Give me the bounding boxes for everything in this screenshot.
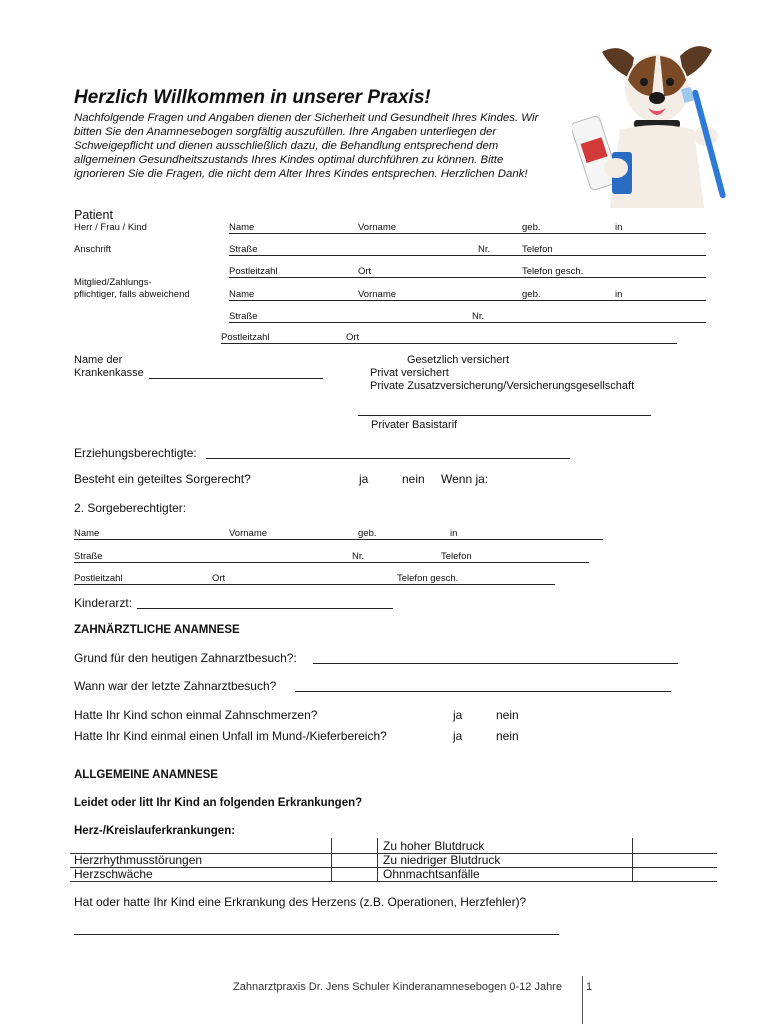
sorge-plz-field[interactable] — [74, 584, 555, 585]
kinderarzt-field[interactable] — [137, 608, 393, 609]
patient-strasse-label: Straße — [229, 244, 258, 255]
privat-option[interactable]: Privat versichert — [370, 367, 449, 379]
intro-text: Nachfolgende Fragen und Angaben dienen der Sicherheit und Gesundheit Ihres Kindes. Wir bitten Sie den Anamnesebogen sorgfältig auszufüllen. Ihre Angaben unterliegen der Schweigepflicht und dienen ausschließlich dazu, die Behandlung entsprechend dem allgemeinen Gesundheitszustands Ihres Kindes optimal durchführen zu können. Bitte ignorieren Sie die Fragen, die nicht dem Alter Ihres Kindes entsprechen. Herzlichen Dank! — [74, 112, 539, 180]
table-divider-1 — [331, 838, 332, 882]
sorge-nr-label: Nr. — [352, 551, 365, 562]
mitglied-nr-label: Nr. — [472, 311, 485, 322]
sorge-strasse-label: Straße — [74, 551, 103, 562]
page-number: 1 — [586, 981, 593, 993]
herz-erkrankung-question: Hat oder hatte Ihr Kind eine Erkrankung des Herzens (z.B. Operationen, Herzfehler)? — [74, 895, 527, 909]
erkrankungen-question: Leidet oder litt Ihr Kind an folgenden Erkrankungen? — [74, 797, 363, 809]
grund-field[interactable] — [313, 663, 678, 664]
patient-heading: Patient — [74, 208, 113, 222]
sorge-vorname-label: Vorname — [229, 528, 268, 539]
zusatz-option[interactable]: Private Zusatzversicherung/Versicherungsgesellschaft — [370, 380, 635, 392]
blutdruck-niedrig-item[interactable]: Zu niedriger Blutdruck — [383, 853, 501, 867]
letzter-besuch-question: Wann war der letzte Zahnarztbesuch? — [74, 679, 277, 693]
dog-toothbrush-illustration — [572, 40, 742, 210]
unfall-ja[interactable]: ja — [453, 729, 463, 743]
zahnschmerzen-question: Hatte Ihr Kind schon einmal Zahnschmerzen? — [74, 708, 318, 722]
patient-strasse-field[interactable] — [229, 255, 706, 256]
kasse-name-field[interactable] — [149, 378, 323, 379]
letzter-besuch-field[interactable] — [295, 691, 671, 692]
herzrhythmus-item[interactable]: Herzrhythmusstörungen — [74, 853, 203, 867]
mitglied-vorname-label: Vorname — [358, 289, 397, 300]
patient-plz-field[interactable] — [229, 277, 706, 278]
sorge-in-label: in — [450, 528, 458, 539]
wenn-ja-label: Wenn ja: — [441, 472, 489, 486]
sorge-telefon-label: Telefon — [441, 551, 472, 562]
mitglied-label-1: Mitglied/Zahlungs- — [74, 277, 152, 288]
anschrift-label: Anschrift — [74, 244, 111, 255]
erziehungsberechtigte-field[interactable] — [206, 458, 570, 459]
gesetzlich-option[interactable]: Gesetzlich versichert — [407, 354, 510, 366]
sorge-name-label: Name — [74, 528, 100, 539]
zahnschmerzen-ja[interactable]: ja — [453, 708, 463, 722]
herzschwaeche-item[interactable]: Herzschwäche — [74, 867, 153, 881]
mitglied-strasse-label: Straße — [229, 311, 258, 322]
herz-kreislauf-heading: Herz-/Kreislauferkrankungen: — [74, 825, 236, 837]
sorge-name-field[interactable] — [74, 539, 603, 540]
table-rule-3 — [70, 881, 717, 882]
patient-vorname-label: Vorname — [358, 222, 397, 233]
ohnmacht-item[interactable]: Ohnmachtsanfälle — [383, 867, 480, 881]
sorge-geb-label: geb. — [358, 528, 377, 539]
mitglied-plz-field[interactable] — [221, 343, 677, 344]
erziehungsberechtigte-label: Erziehungsberechtigte: — [74, 446, 197, 460]
table-divider-2 — [377, 838, 378, 882]
zahnschmerzen-nein[interactable]: nein — [496, 708, 519, 722]
sorgerecht-question: Besteht ein geteiltes Sorgerecht? — [74, 472, 251, 486]
patient-telefon-label: Telefon — [522, 244, 553, 255]
zweiter-sorgeberechtigter-heading: 2. Sorgeberechtigter: — [74, 501, 187, 515]
mitglied-geb-label: geb. — [522, 289, 541, 300]
patient-geb-label: geb. — [522, 222, 541, 233]
patient-name-label: Name — [229, 222, 255, 233]
table-divider-3 — [632, 838, 633, 882]
mitglied-strasse-field[interactable] — [229, 322, 706, 323]
mitglied-plz-label: Postleitzahl — [221, 332, 270, 343]
mitglied-in-label: in — [615, 289, 623, 300]
blutdruck-hoch-item[interactable]: Zu hoher Blutdruck — [383, 839, 485, 853]
patient-plz-label: Postleitzahl — [229, 266, 278, 277]
footer-divider — [582, 976, 583, 1024]
herz-erkrankung-field[interactable] — [74, 934, 559, 935]
zusatz-field[interactable] — [358, 415, 651, 416]
grund-question: Grund für den heutigen Zahnarztbesuch?: — [74, 651, 297, 665]
mitglied-name-label: Name — [229, 289, 255, 300]
patient-nr-label: Nr. — [478, 244, 491, 255]
page-title: Herzlich Willkommen in unserer Praxis! — [74, 87, 431, 108]
footer-text: Zahnarztpraxis Dr. Jens Schuler Kinderanamnesebogen 0-12 Jahre — [233, 981, 562, 993]
zahn-heading: ZAHNÄRZTLICHE ANAMNESE — [74, 624, 240, 636]
unfall-nein[interactable]: nein — [496, 729, 519, 743]
sorge-strasse-field[interactable] — [74, 562, 589, 563]
sorge-telefon-gesch-label: Telefon gesch. — [397, 573, 459, 584]
sorgerecht-nein[interactable]: nein — [402, 472, 425, 486]
patient-name-field[interactable] — [229, 233, 706, 234]
sorge-plz-label: Postleitzahl — [74, 573, 123, 584]
patient-telefon-gesch-label: Telefon gesch. — [522, 266, 584, 277]
sorge-ort-label: Ort — [212, 573, 226, 584]
basistarif-option[interactable]: Privater Basistarif — [371, 419, 458, 431]
unfall-question: Hatte Ihr Kind einmal einen Unfall im Mund-/Kieferbereich? — [74, 729, 387, 743]
patient-in-label: in — [615, 222, 623, 233]
allgemein-heading: ALLGEMEINE ANAMNESE — [74, 769, 218, 781]
mitglied-label-2: pflichtiger, falls abweichend — [74, 289, 190, 300]
salutation-label: Herr / Frau / Kind — [74, 222, 147, 233]
kasse-label-2: Krankenkasse — [74, 367, 144, 379]
sorgerecht-ja[interactable]: ja — [359, 472, 369, 486]
mitglied-ort-label: Ort — [346, 332, 360, 343]
kasse-label-1: Name der — [74, 354, 123, 366]
mitglied-name-field[interactable] — [229, 300, 706, 301]
patient-ort-label: Ort — [358, 266, 372, 277]
kinderarzt-label: Kinderarzt: — [74, 596, 133, 610]
